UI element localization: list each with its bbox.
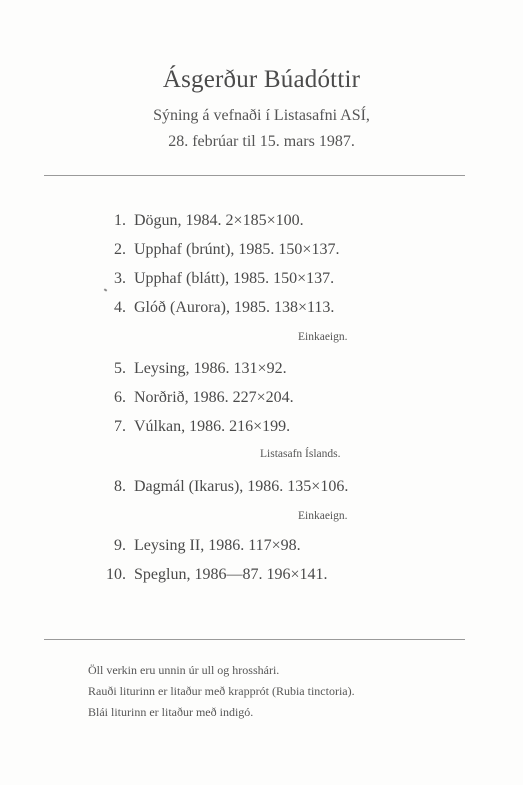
work-item xyxy=(98,299,334,317)
work-number: 4. xyxy=(114,299,126,316)
work-item xyxy=(98,418,290,436)
note-line: Öll verkin eru unnin úr ull og hrosshári. xyxy=(88,663,280,677)
work-number: 2. xyxy=(114,241,126,258)
work-details: Leysing II, 1986. 117×98. xyxy=(134,537,301,554)
work-details: Norðrið, 1986. 227×204. xyxy=(134,389,294,406)
work-details: Speglun, 1986—87. 196×141. xyxy=(134,566,328,583)
work-number: 9. xyxy=(114,537,126,554)
work-details: Upphaf (blátt), 1985. 150×137. xyxy=(134,270,335,287)
work-item xyxy=(98,360,287,378)
note-line: Blái liturinn er litaður með indigó. xyxy=(88,705,254,719)
paper-speck xyxy=(104,288,108,291)
work-number: 10. xyxy=(106,566,126,583)
work-number: 1. xyxy=(114,212,126,229)
work-details: Dagmál (Ikarus), 1986. 135×106. xyxy=(134,478,349,495)
artist-name: Ásgerður Búadóttir xyxy=(162,66,361,93)
bottom-divider xyxy=(44,639,465,640)
work-owner: Einkaeign. xyxy=(298,510,348,522)
work-number: 3. xyxy=(114,270,126,287)
work-details: Dögun, 1984. 2×185×100. xyxy=(134,212,304,229)
work-item xyxy=(98,212,304,230)
work-item xyxy=(98,566,327,584)
work-number: 6. xyxy=(114,389,126,406)
exhibition-dates: 28. febrúar til 15. mars 1987. xyxy=(168,133,355,150)
exhibition-line: Sýning á vefnaði í Listasafni ASÍ, xyxy=(153,107,370,124)
work-number: 7. xyxy=(114,418,126,435)
work-item xyxy=(98,270,334,288)
work-details: Upphaf (brúnt), 1985. 150×137. xyxy=(134,241,340,258)
work-number: 8. xyxy=(114,478,126,495)
materials-notes xyxy=(88,660,355,723)
top-divider xyxy=(44,175,465,176)
work-details: Glóð (Aurora), 1985. 138×113. xyxy=(134,299,335,316)
work-item xyxy=(98,241,339,259)
work-item xyxy=(98,478,348,496)
work-item xyxy=(98,389,294,407)
work-number: 5. xyxy=(114,360,126,377)
work-owner: Einkaeign. xyxy=(298,331,348,343)
work-item xyxy=(98,537,301,555)
work-details: Leysing, 1986. 131×92. xyxy=(134,360,287,377)
work-details: Vúlkan, 1986. 216×199. xyxy=(134,418,291,435)
work-owner: Listasafn Íslands. xyxy=(260,448,341,460)
note-line: Rauði liturinn er litaður með krapprót (Rubia tinctoria). xyxy=(88,684,355,698)
